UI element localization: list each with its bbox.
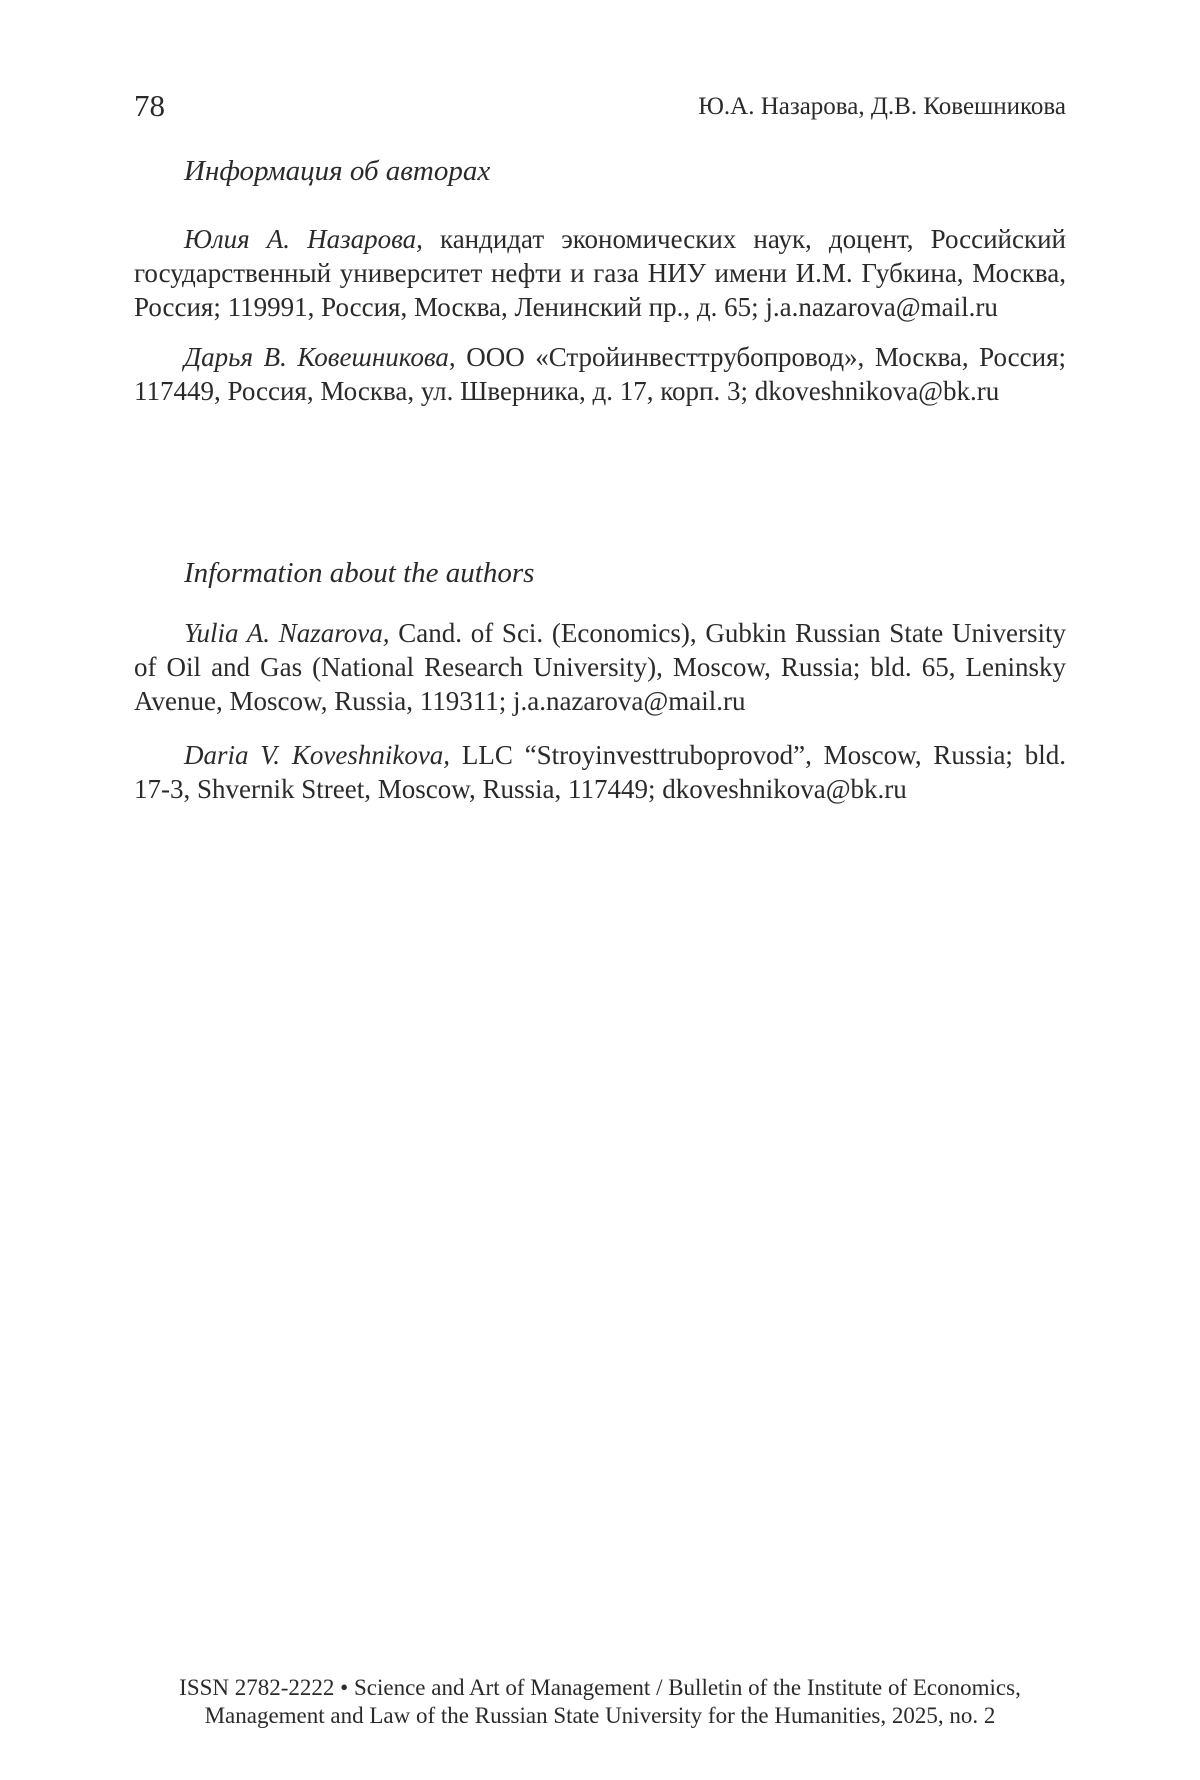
running-header — [134, 86, 1066, 126]
author-info-ru — [134, 152, 1066, 408]
author-name: Дарья В. Ковешникова, — [184, 342, 456, 372]
author-details: кандидат экономических наук, доцент, Российский государственный университет нефти и газа НИУ имени И.М. Губкина, Москва, Россия; 119991, Россия, Москва, Ленинский пр., д. 65; j.a.nazarova@mail.ru — [134, 224, 1066, 322]
author-name: Юлия А. Назарова, — [184, 224, 423, 254]
author-entry-en — [134, 738, 1066, 806]
journal-page — [0, 0, 1200, 1780]
author-name: Daria V. Koveshnikova, — [184, 740, 450, 770]
journal-footer — [134, 1674, 1066, 1730]
author-name: Yulia A. Nazarova, — [184, 618, 390, 648]
page-number: 78 — [134, 86, 165, 126]
section-title-en: Information about the authors — [184, 554, 1066, 592]
section-title-ru: Информация об авторах — [184, 152, 1066, 190]
author-entry-ru — [134, 340, 1066, 408]
author-entry-en — [134, 616, 1066, 718]
author-entry-ru — [134, 222, 1066, 324]
running-header-authors: Ю.А. Назарова, Д.В. Ковешникова — [698, 90, 1066, 124]
author-details: LLC “Stroyinvesttruboprovod”, Moscow, Russia; bld. 17-3, Shvernik Street, Moscow, Russia, 117449; dkoveshnikova@bk.ru — [134, 740, 1066, 804]
footer-line: ISSN 2782-2222 • Science and Art of Management / Bulletin of the Institute of Economics, — [134, 1674, 1066, 1702]
footer-line: Management and Law of the Russian State University for the Humanities, 2025, no. 2 — [134, 1702, 1066, 1730]
author-info-en — [134, 554, 1066, 806]
author-details: Cand. of Sci. (Economics), Gubkin Russian State University of Oil and Gas (National Research University), Moscow, Russia; bld. 65, Leninsky Avenue, Moscow, Russia, 119311; j.a.nazarova@mail.ru — [134, 618, 1066, 716]
author-details: ООО «Стройинвесттрубопровод», Москва, Россия; 117449, Россия, Москва, ул. Шверника, д. 17, корп. 3; dkoveshnikova@bk.ru — [134, 342, 1066, 406]
